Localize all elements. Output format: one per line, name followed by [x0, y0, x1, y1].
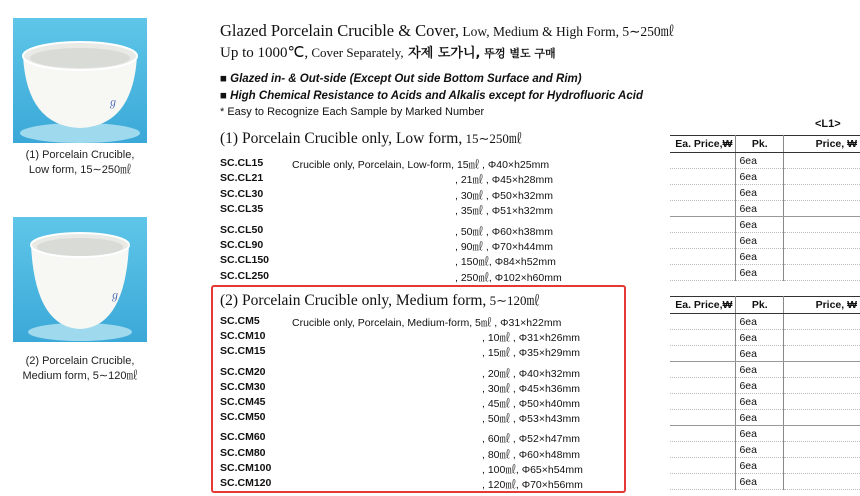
subtitle-small: Cover Separately,	[308, 45, 404, 60]
price-header: Price, ₩	[784, 297, 860, 314]
ea-price-cell	[670, 249, 736, 265]
product-code: SC.CM80	[220, 446, 266, 459]
table-row	[670, 442, 860, 458]
crucible-medium-form-photo	[13, 217, 147, 342]
pk-cell: 6ea	[736, 233, 784, 249]
price-table-medium-form	[670, 296, 860, 490]
price-cell	[784, 265, 860, 281]
ea-price-cell	[670, 394, 736, 410]
product-description: , 250㎖, Φ102×h60mm	[455, 271, 562, 284]
pk-cell: 6ea	[736, 378, 784, 394]
caption-line: (1) Porcelain Crucible,	[25, 149, 135, 161]
product-description: , 30㎖ , Φ50×h32mm	[455, 189, 553, 202]
price-cell	[784, 249, 860, 265]
product-description: , 45㎖ , Φ50×h40mm	[482, 398, 580, 410]
pk-cell: 6ea	[736, 458, 784, 474]
section-title-main: (1) Porcelain Crucible only, Low form,	[220, 130, 463, 147]
product-description: , 80㎖ , Φ60×h48mm	[482, 448, 580, 461]
product-description: , 90㎖ , Φ70×h44mm	[455, 241, 553, 253]
pk-cell: 6ea	[736, 410, 784, 426]
price-cell	[784, 362, 860, 378]
product-description: Crucible only, Porcelain, Medium-form, 5㎖ , Φ31×h22mm	[292, 317, 562, 329]
table-row	[670, 362, 860, 378]
price-cell	[784, 410, 860, 426]
price-cell	[784, 153, 860, 169]
ea-price-cell	[670, 362, 736, 378]
product-description: , 50㎖ , Φ60×h38mm	[455, 225, 553, 238]
ea-price-cell	[670, 458, 736, 474]
ea-price-cell	[670, 185, 736, 201]
catalog-code-label: <L1>	[815, 118, 841, 130]
product-code: SC.CM100	[220, 461, 272, 474]
product-description: , 120㎖, Φ70×h56mm	[482, 479, 583, 491]
price-cell	[784, 217, 860, 233]
product-code: SC.CL150	[220, 254, 270, 267]
title-small: Low, Medium & High Form, 5∼250㎖	[458, 24, 675, 39]
section-title-range: 15∼250㎖	[462, 131, 522, 146]
table-row	[670, 249, 860, 265]
caption-line: Low form, 15∼250㎖	[28, 164, 132, 176]
price-cell	[784, 442, 860, 458]
ea-price-cell	[670, 314, 736, 330]
table-row	[670, 153, 860, 169]
ea-price-cell	[670, 426, 736, 442]
caption-line: (2) Porcelain Crucible,	[25, 355, 135, 367]
title-main: Glazed Porcelain Crucible & Cover,	[220, 21, 459, 40]
section-title-main: (2) Porcelain Crucible only, Medium form,	[220, 292, 487, 309]
caption-low-form	[0, 148, 160, 178]
pk-cell: 6ea	[736, 346, 784, 362]
section-title-low-form	[220, 128, 522, 148]
table-row	[670, 426, 860, 442]
ea-price-cell	[670, 378, 736, 394]
table-row	[670, 314, 860, 330]
pk-header: Pk.	[736, 297, 784, 314]
product-description: , 21㎖ , Φ45×h28mm	[455, 174, 553, 187]
product-code: SC.CL21	[220, 172, 264, 185]
table-row	[670, 378, 860, 394]
product-code: SC.CM45	[220, 396, 266, 408]
ea-price-cell	[670, 410, 736, 426]
price-cell	[784, 394, 860, 410]
table-row	[670, 265, 860, 281]
pk-cell: 6ea	[736, 185, 784, 201]
price-cell	[784, 330, 860, 346]
price-cell	[784, 185, 860, 201]
product-code: SC.CL15	[220, 157, 264, 169]
ea-price-cell	[670, 330, 736, 346]
crucible-low-form-photo	[13, 18, 147, 143]
price-cell	[784, 426, 860, 442]
subtitle-main: Up to 1000℃,	[220, 45, 309, 61]
ea-price-cell	[670, 265, 736, 281]
table-row	[670, 233, 860, 249]
product-description: , 60㎖ , Φ52×h47mm	[482, 433, 580, 446]
table-row	[670, 410, 860, 426]
product-description: , 15㎖ , Φ35×h29mm	[482, 347, 580, 360]
subtitle-korean-note: 뚜껑 별도 구매	[480, 47, 556, 60]
ea-price-cell	[670, 153, 736, 169]
price-cell	[784, 169, 860, 185]
pk-cell: 6ea	[736, 426, 784, 442]
product-code: SC.CL50	[220, 223, 264, 236]
product-code: SC.CL35	[220, 203, 264, 216]
pk-cell: 6ea	[736, 249, 784, 265]
pk-header: Pk.	[736, 136, 784, 153]
ea-price-cell	[670, 201, 736, 217]
pk-cell: 6ea	[736, 153, 784, 169]
product-description: , 30㎖ , Φ45×h36mm	[482, 382, 580, 395]
table-row	[670, 169, 860, 185]
page-title	[220, 20, 674, 41]
product-code: SC.CL30	[220, 187, 264, 200]
product-code: SC.CM20	[220, 365, 266, 378]
product-description: , 20㎖ , Φ40×h32mm	[482, 367, 580, 380]
pk-cell: 6ea	[736, 201, 784, 217]
product-code: SC.CM15	[220, 345, 266, 358]
table-row	[670, 185, 860, 201]
table-row	[670, 346, 860, 362]
pk-cell: 6ea	[736, 217, 784, 233]
product-description: , 100㎖, Φ65×h54mm	[482, 463, 583, 476]
feature-bullet: ■ High Chemical Resistance to Acids and Alkalis except for Hydrofluoric Acid	[220, 90, 643, 102]
ea-price-cell	[670, 169, 736, 185]
ea-price-cell	[670, 346, 736, 362]
ea-price-cell	[670, 217, 736, 233]
table-row	[670, 217, 860, 233]
feature-note: * Easy to Recognize Each Sample by Marked Number	[220, 106, 485, 118]
product-description: Crucible only, Porcelain, Low-form, 15㎖ , Φ40×h25mm	[292, 159, 550, 171]
pk-cell: 6ea	[736, 169, 784, 185]
section-title-range: 5∼120㎖	[486, 293, 540, 308]
product-code: SC.CM30	[220, 380, 266, 393]
svg-text:ℊ: ℊ	[108, 98, 118, 109]
product-code: SC.CM120	[220, 477, 272, 489]
pk-cell: 6ea	[736, 314, 784, 330]
product-description: , 150㎖, Φ84×h52mm	[455, 256, 556, 269]
product-code: SC.CM5	[220, 315, 260, 327]
product-code: SC.CL250	[220, 269, 270, 282]
caption-medium-form	[0, 354, 160, 384]
ea-price-cell	[670, 442, 736, 458]
price-table-low-form	[670, 135, 860, 281]
price-cell	[784, 346, 860, 362]
feature-bullet: ■ Glazed in- & Out-side (Except Out side Bottom Surface and Rim)	[220, 73, 582, 85]
pk-cell: 6ea	[736, 394, 784, 410]
product-description: , 50㎖ , Φ53×h43mm	[482, 413, 580, 426]
pk-cell: 6ea	[736, 265, 784, 281]
price-cell	[784, 378, 860, 394]
ea-price-header: Ea. Price,₩	[670, 136, 736, 153]
pk-cell: 6ea	[736, 442, 784, 458]
product-description: , 35㎖ , Φ51×h32mm	[455, 205, 553, 218]
pk-cell: 6ea	[736, 330, 784, 346]
price-cell	[784, 233, 860, 249]
product-code: SC.CM60	[220, 431, 266, 444]
ea-price-header: Ea. Price,₩	[670, 297, 736, 314]
ea-price-cell	[670, 233, 736, 249]
table-row	[670, 201, 860, 217]
subtitle-korean: 자제 도가니,	[403, 46, 481, 61]
price-cell	[784, 458, 860, 474]
pk-cell: 6ea	[736, 362, 784, 378]
price-header: Price, ₩	[784, 136, 860, 153]
price-cell	[784, 201, 860, 217]
table-row	[670, 330, 860, 346]
price-cell	[784, 314, 860, 330]
caption-line: Medium form, 5∼120㎖	[22, 370, 138, 382]
price-cell	[784, 474, 860, 490]
subtitle	[220, 42, 556, 62]
product-code: SC.CM10	[220, 330, 266, 343]
table-row	[670, 458, 860, 474]
table-row	[670, 394, 860, 410]
highlight-box	[211, 285, 626, 493]
pk-cell: 6ea	[736, 474, 784, 490]
product-code: SC.CL90	[220, 239, 264, 251]
svg-text:ℊ: ℊ	[110, 291, 120, 302]
product-code: SC.CM50	[220, 411, 266, 424]
product-description: , 10㎖ , Φ31×h26mm	[482, 332, 580, 345]
table-row	[670, 474, 860, 490]
ea-price-cell	[670, 474, 736, 490]
